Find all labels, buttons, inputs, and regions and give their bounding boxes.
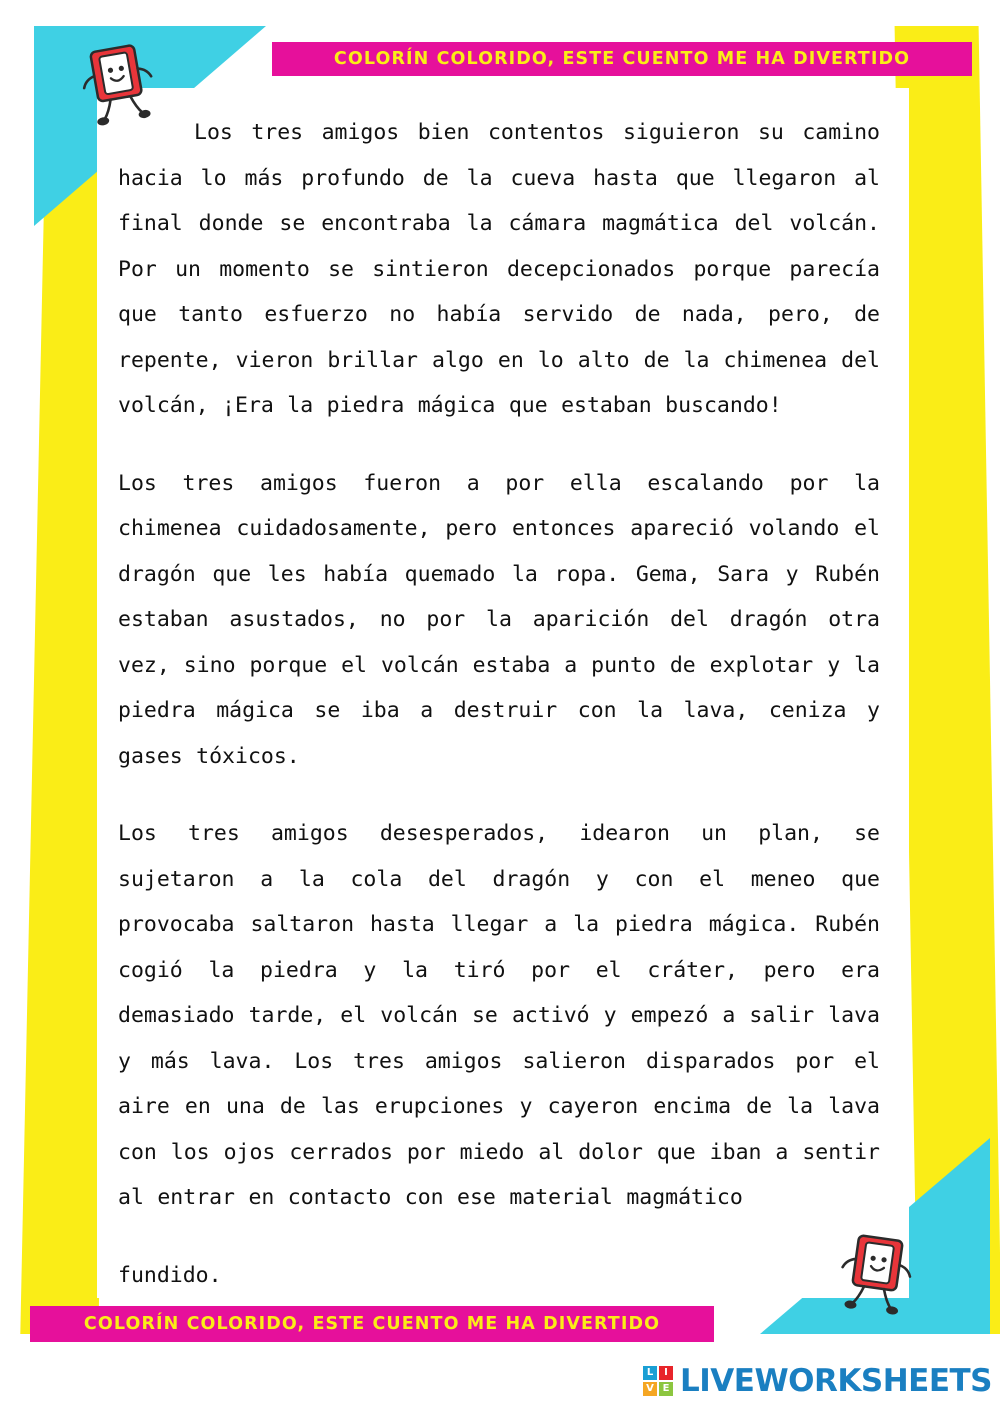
story-paragraph: Los tres amigos desesperados, idearon un plan, se sujetaron a la cola del dragón y con el meneo que provocaba saltaron hasta llegar a la piedra mágica. Rubén cogió la piedra y la tiró por el cráter, pero era demasiado tarde, el volcán se activó y empezó a salir lava y más lava. Los tres amigos salieron disparados por el aire en una de las erupciones y cayeron encima de la lava con los ojos cerrados por miedo al dolor que iban a sentir al entrar en contacto con ese material magmático xyxy=(118,821,880,1210)
badge-letter: V xyxy=(643,1382,657,1396)
banner-bottom xyxy=(30,1306,714,1342)
liveworksheets-logo xyxy=(643,1359,992,1403)
story-paragraph: Los tres amigos bien contentos siguieron su camino hacia lo más profundo de la cueva hasta que llegaron al final donde se encontraba la cámara magmática del volcán. Por un momento se sintieron decepcionados porque parecía que tanto esfuerzo no había servido de nada, pero, de repente, vieron brillar algo en lo alto de la chimenea del volcán, ¡Era la piedra mágica que estaban buscando! xyxy=(118,120,880,418)
book-mascot-icon xyxy=(840,1232,914,1316)
banner-top xyxy=(272,42,972,76)
liveworksheets-wordmark: LIVEWORKSHEETS xyxy=(680,1363,992,1399)
story-paragraph: Los tres amigos fueron a por ella escalando por la chimenea cuidadosamente, pero entonces apareció volando el dragón que les había quemado la ropa. Gema, Sara y Rubén estaban asustados, no por la aparición del dragón otra vez, sino porque el volcán estaba a punto de explotar y la piedra mágica se iba a destruir con la lava, ceniza y gases tóxicos. xyxy=(118,470,880,769)
liveworksheets-badge-icon xyxy=(643,1366,673,1396)
badge-letter: E xyxy=(659,1382,673,1396)
banner-top-text: COLORÍN COLORIDO, ESTE CUENTO ME HA DIVERTIDO xyxy=(333,49,911,69)
story-text xyxy=(118,110,880,1298)
banner-bottom-text: COLORÍN COLORIDO, ESTE CUENTO ME HA DIVERTIDO xyxy=(83,1314,661,1334)
story-paragraph: fundido. xyxy=(118,1262,222,1288)
badge-letter: I xyxy=(659,1366,673,1380)
badge-letter: L xyxy=(643,1366,657,1380)
